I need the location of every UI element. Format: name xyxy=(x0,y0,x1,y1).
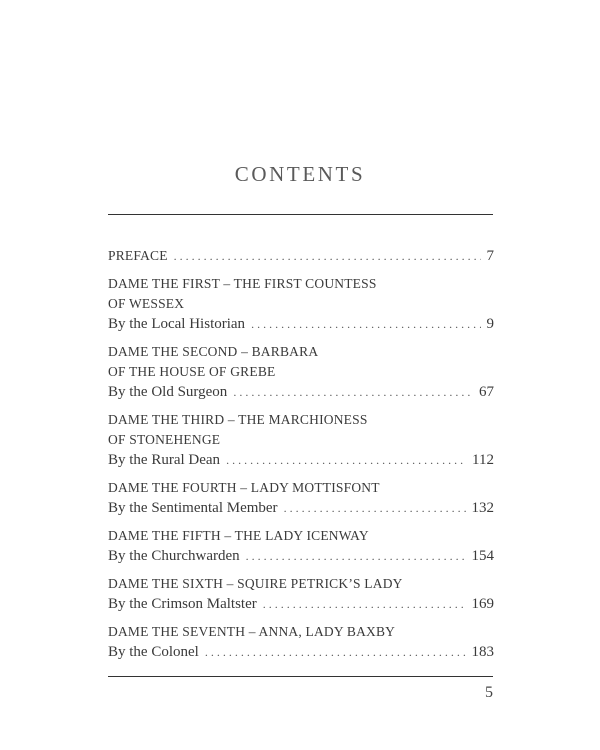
toc-entry-narrator: By the Sentimental Member xyxy=(108,500,278,516)
toc-entry-narrator: By the Old Surgeon xyxy=(108,384,228,400)
table-of-contents xyxy=(108,246,494,670)
dot-leader xyxy=(205,642,466,662)
toc-entry-title-continued: OF WESSEX xyxy=(108,296,185,311)
toc-page-number: 132 xyxy=(471,500,494,516)
toc-page-number: 154 xyxy=(471,548,494,564)
toc-entry-title-continued: OF STONEHENGE xyxy=(108,432,221,447)
dot-leader xyxy=(226,450,466,470)
toc-leader-line xyxy=(108,546,494,566)
toc-entry-dame-third xyxy=(108,410,494,470)
bottom-divider xyxy=(108,676,493,677)
toc-page-number: 169 xyxy=(471,596,494,612)
toc-entry-title: DAME THE SEVENTH – ANNA, LADY BAXBY xyxy=(108,624,396,639)
page-title: CONTENTS xyxy=(234,162,366,186)
toc-entry-title: DAME THE SIXTH – SQUIRE PETRICK’S LADY xyxy=(108,576,403,591)
toc-entry-title: DAME THE SECOND – BARBARA xyxy=(108,344,319,359)
toc-entry-narrator: By the Colonel xyxy=(108,644,199,660)
dot-leader xyxy=(233,382,473,402)
toc-leader-line xyxy=(108,594,494,614)
toc-entry-preface xyxy=(108,246,494,266)
toc-entry-narrator: By the Crimson Maltster xyxy=(108,596,257,612)
toc-entry-dame-seventh xyxy=(108,622,494,662)
toc-entry-dame-first xyxy=(108,274,494,334)
dot-leader xyxy=(251,314,480,334)
toc-leader-line xyxy=(108,382,494,402)
toc-entry-dame-sixth xyxy=(108,574,494,614)
toc-page-number: 7 xyxy=(486,248,494,264)
toc-entry-narrator: By the Rural Dean xyxy=(108,452,221,468)
dot-leader xyxy=(284,498,466,518)
dot-leader xyxy=(246,546,466,566)
folio-page-number: 5 xyxy=(485,684,493,701)
dot-leader xyxy=(263,594,466,614)
toc-entry-narrator: By the Local Historian xyxy=(108,316,246,332)
toc-leader-line xyxy=(108,314,494,334)
toc-entry-dame-fourth xyxy=(108,478,494,518)
toc-entry-title: DAME THE FOURTH – LADY MOTTISFONT xyxy=(108,480,380,495)
toc-leader-line xyxy=(108,450,494,470)
dot-leader xyxy=(174,246,481,266)
top-divider xyxy=(108,214,493,215)
toc-leader-line xyxy=(108,642,494,662)
toc-entry-title: DAME THE THIRD – THE MARCHIONESS xyxy=(108,412,368,427)
toc-entry-narrator: By the Churchwarden xyxy=(108,548,240,564)
toc-entry-dame-fifth xyxy=(108,526,494,566)
toc-page-number: 67 xyxy=(479,384,494,400)
toc-entry-title: PREFACE xyxy=(108,248,168,263)
toc-leader-line xyxy=(108,498,494,518)
toc-page-number: 9 xyxy=(486,316,494,332)
toc-leader-line xyxy=(108,246,494,266)
toc-page-number: 112 xyxy=(472,452,494,468)
toc-entry-title: DAME THE FIFTH – THE LADY ICENWAY xyxy=(108,528,369,543)
toc-entry-title-continued: OF THE HOUSE OF GREBE xyxy=(108,364,276,379)
toc-entry-dame-second xyxy=(108,342,494,402)
toc-entry-title: DAME THE FIRST – THE FIRST COUNTESS xyxy=(108,276,377,291)
toc-page-number: 183 xyxy=(471,644,494,660)
